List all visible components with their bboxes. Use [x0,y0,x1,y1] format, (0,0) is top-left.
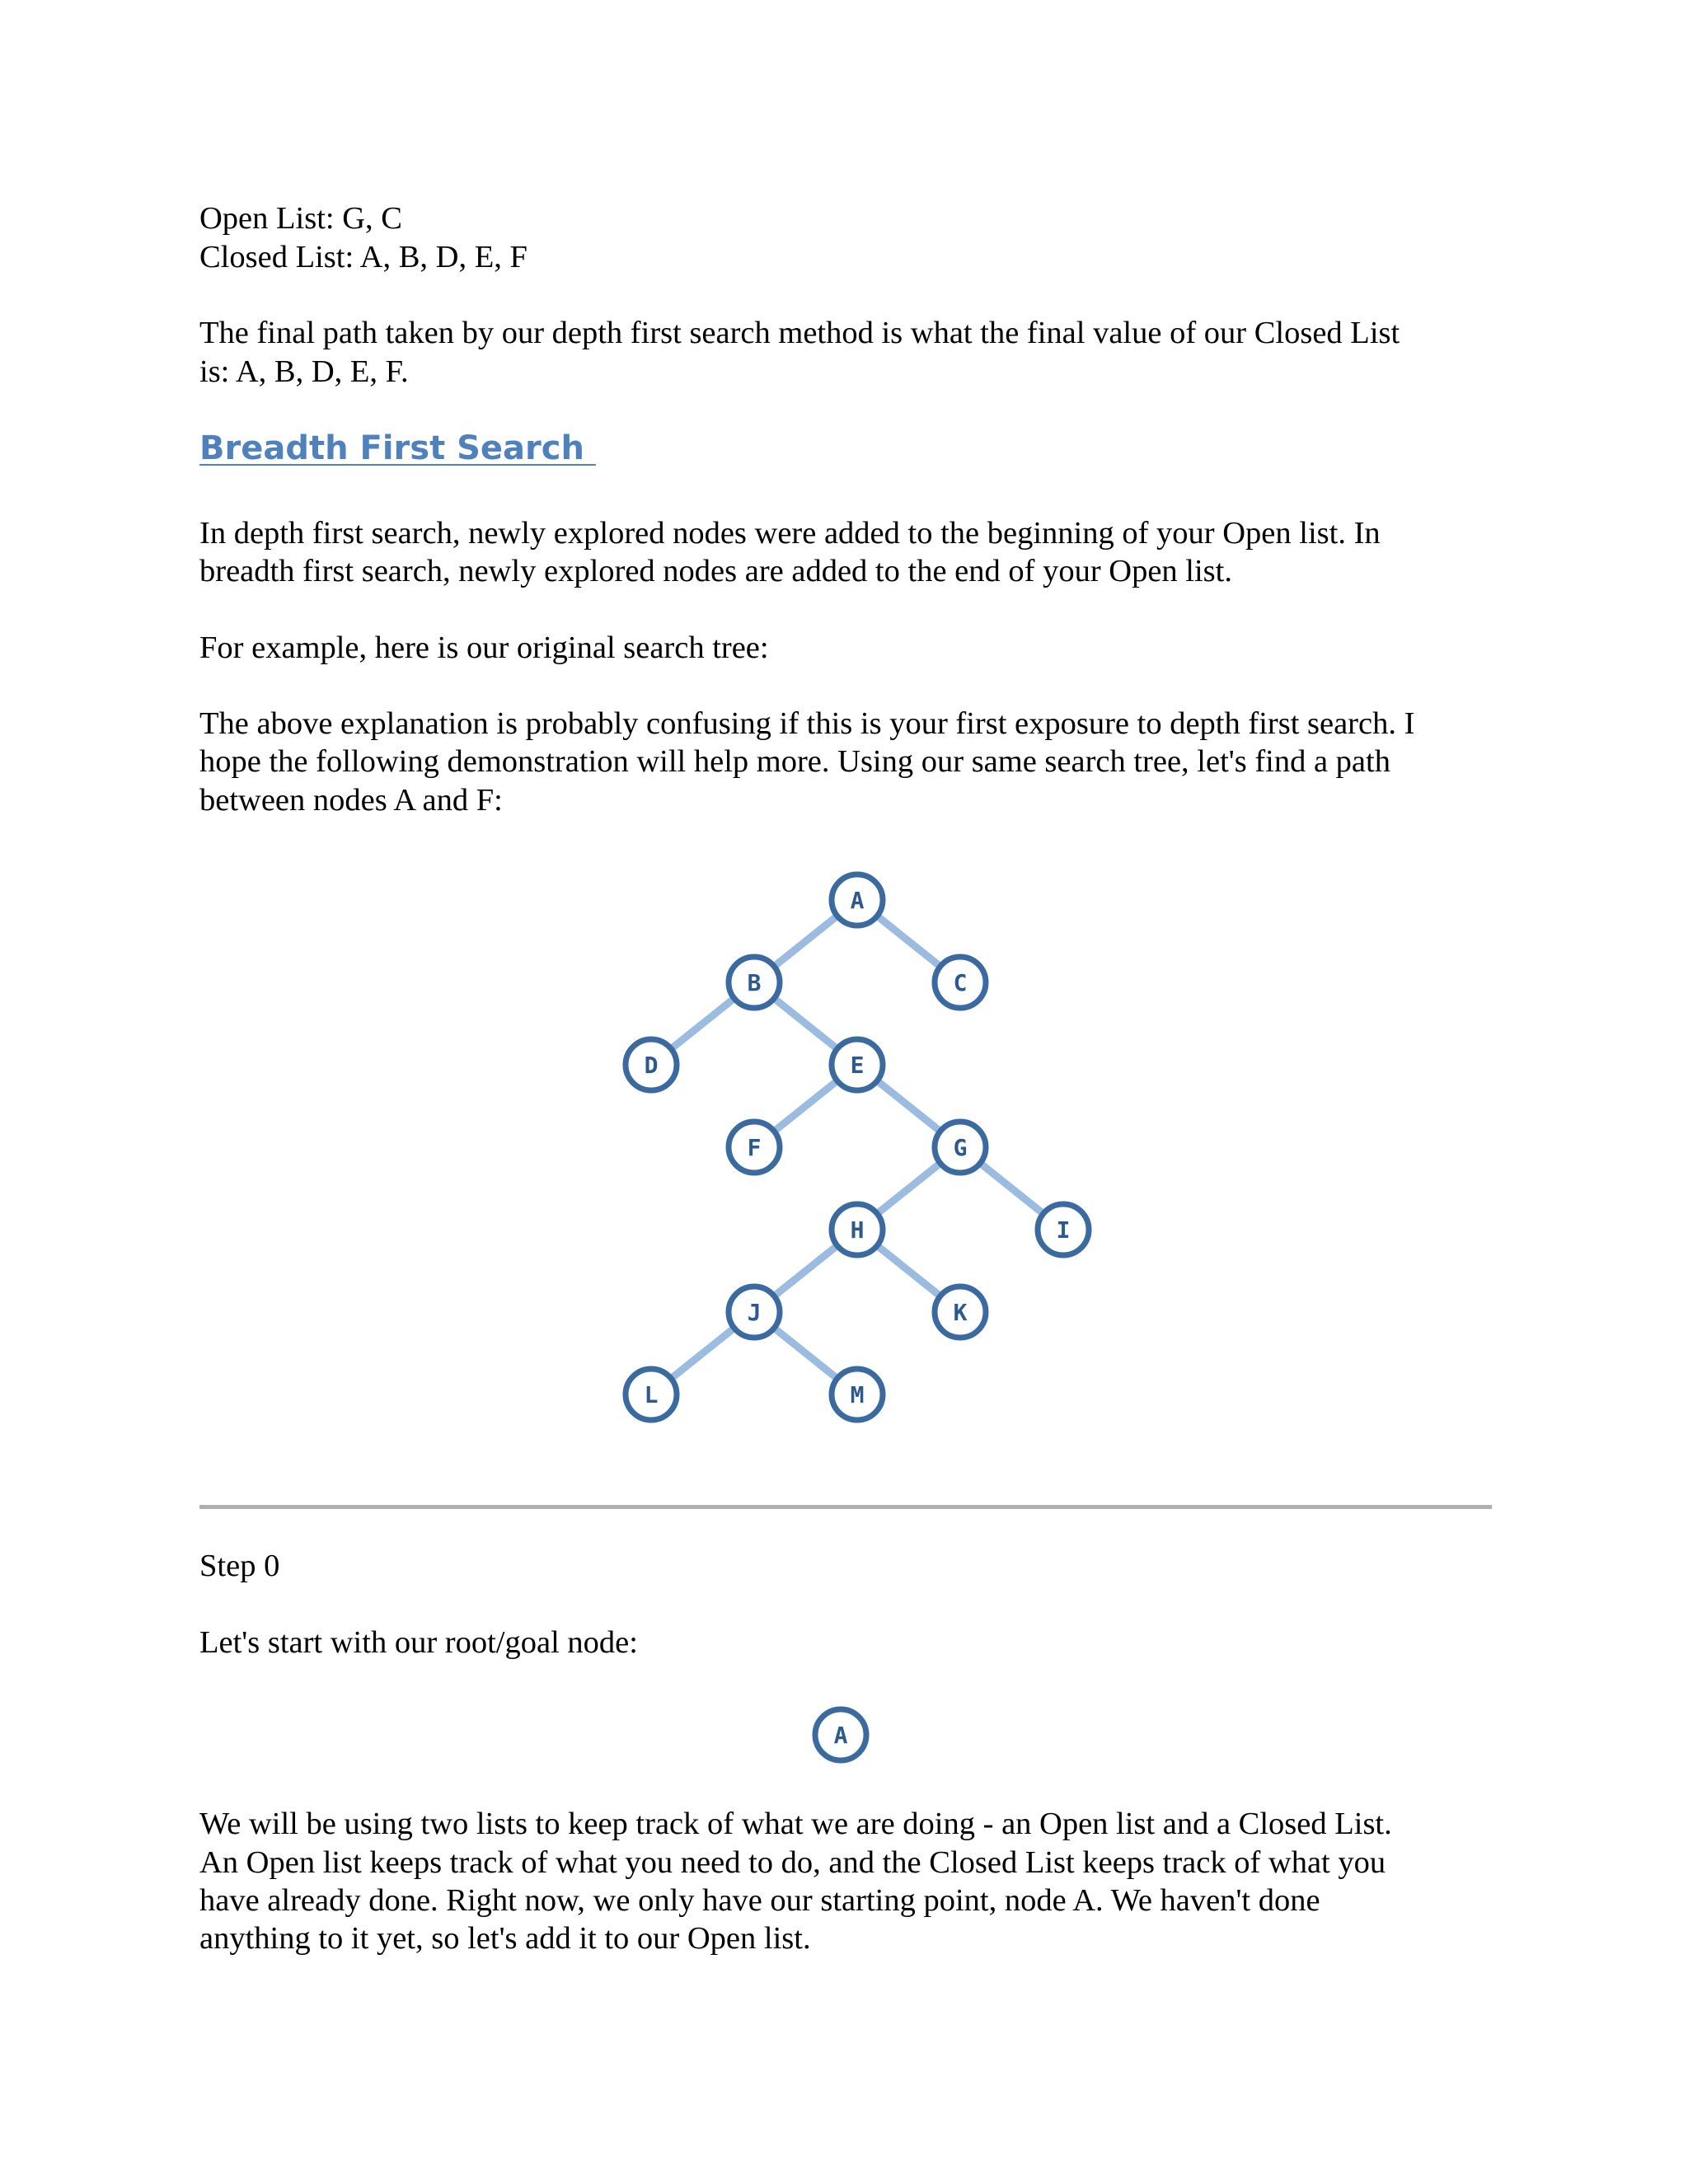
final-path-line-1: The final path taken by our depth first search method is what the final value of our Closed List [199,316,1400,350]
step-0-title: Step 0 [199,1549,280,1583]
example-text: For example, here is our original search tree: [199,630,769,665]
explain-line-1: The above explanation is probably confusing if this is your first exposure to depth first search. I [199,706,1415,741]
explain-line-3: between nodes A and F: [199,783,503,818]
explain-line-2: hope the following demonstration will help more. Using our same search tree, let's find a path [199,744,1390,779]
tree-node-b [729,957,780,1008]
step-0-body-line-3: have already done. Right now, we only have our starting point, node A. We haven't done [199,1883,1320,1918]
open-list-text: Open List: G, C [199,201,402,236]
final-path-line-2: is: A, B, D, E, F. [199,354,409,389]
tree-node-m [832,1369,883,1420]
step-0-body-line-4: anything to it yet, so let's add it to our Open list. [199,1921,811,1956]
node-label-f: F [747,1134,762,1161]
node-label-a: A [850,887,865,914]
tree-node-h [832,1204,883,1255]
horizontal-divider [199,1505,1492,1509]
step-0-root-node [808,1702,874,1768]
node-label-c: C [953,969,968,996]
node-label-l: L [644,1381,659,1408]
tree-node-f [729,1122,780,1173]
tree-nodes [626,874,1089,1420]
node-label-m: M [850,1381,865,1408]
step-0-body-line-1: We will be using two lists to keep track of what we are doing - an Open list and a Closed List. [199,1807,1392,1841]
search-tree-diagram [593,857,1121,1451]
intro-line-2: breadth first search, newly explored nodes are added to the end of your Open list. [199,554,1232,588]
closed-list-text: Closed List: A, B, D, E, F [199,240,528,274]
node-label-g: G [953,1134,968,1161]
tree-node-g [935,1122,986,1173]
tree-node-d [626,1039,677,1090]
node-label-d: D [644,1052,659,1079]
node-label-j: J [747,1299,762,1326]
section-heading-breadth-first-search[interactable]: Breadth First Search [199,429,596,467]
tree-node-k [935,1286,986,1338]
tree-edges [651,900,1063,1394]
node-label-k: K [953,1299,968,1326]
node-label-a-step0: A [833,1722,848,1749]
step-0-body-line-2: An Open list keeps track of what you need to do, and the Closed List keeps track of what you [199,1845,1386,1880]
node-label-b: B [747,969,762,996]
step-0-intro: Let's start with our root/goal node: [199,1625,638,1660]
tree-node-i [1038,1204,1089,1255]
tree-node-j [729,1286,780,1338]
node-label-h: H [850,1216,865,1244]
tree-node-a [832,874,883,926]
node-label-e: E [850,1052,865,1079]
tree-node-l [626,1369,677,1420]
tree-node-c [935,957,986,1008]
node-label-i: I [1056,1216,1071,1244]
tree-node-e [832,1039,883,1090]
intro-line-1: In depth first search, newly explored nodes were added to the beginning of your Open list. In [199,516,1381,551]
